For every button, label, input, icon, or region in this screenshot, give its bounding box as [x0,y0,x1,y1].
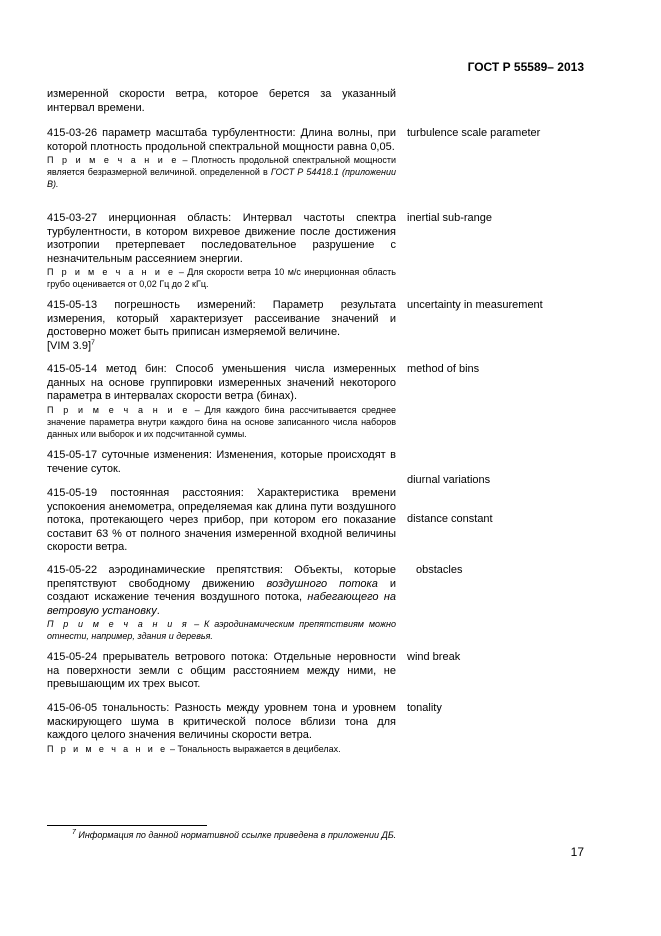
term-entry-415-06-05 [47,702,396,755]
note-label: П р и м е ч а н и я [47,619,190,629]
term-english-turbulence-scale-parameter: turbulence scale parameter [407,127,541,139]
term-english-inertial-sub-range: inertial sub-range [407,212,492,224]
note-label: П р и м е ч а н и е [47,743,168,754]
continuation-text: измеренной скорости ветра, которое берется за указанный интервал времени. [47,88,396,114]
term-english-tonality: tonality [407,702,442,714]
definition-term-link: воздушного потока [266,577,378,590]
term-entry-415-05-17 [47,449,396,476]
term-entry-415-05-14 [47,363,396,440]
term-definition [47,564,396,618]
term-english-method-of-bins: method of bins [407,363,480,375]
term-reference [47,340,396,354]
term-entry-415-05-22 [47,564,396,642]
note-text: – Плотность продольной спектральной мощности является безразмерной величиной. определенной в [47,155,396,177]
note-reference: ГОСТ Р 54418.1 (приложении В). [47,167,396,189]
definition-text: 415-05-22 аэродинамические препятствия: Объекты, которые препятствуют свободному движению [47,564,396,590]
term-entry-415-03-26 [47,127,396,190]
term-entry-415-05-13 [47,299,396,353]
note-label: П р и м е ч а н и е [47,404,190,415]
term-definition: 415-05-17 суточные изменения: Изменения, которые происходят в течение суток. [47,449,396,475]
term-english-wind-break: wind break [407,651,461,663]
definition-text: и создают искажение течения воздушного потока, [47,577,397,603]
term-english-uncertainty-in-measurement: uncertainty in measurement [407,299,543,311]
term-definition: 415-05-24 прерыватель ветрового потока: Отдельные неровности на поверхности земли с общим расстоянием между ними, не превышающим их трех высот. [47,651,396,690]
footnote-number: 7 [72,829,76,836]
reference-text: [VIM 3.9] [47,339,92,352]
note-label: П р и м е ч а н и е [47,155,179,165]
footnote-text: Информация по данной нормативной ссылке приведена в приложении ДБ. [75,830,397,840]
note-label: П р и м е ч а н и е [47,267,176,277]
term-entry-415-03-27 [47,212,396,290]
term-note [47,154,396,190]
term-english-obstacles: obstacles [416,564,463,576]
term-definition: 415-05-14 метод бин: Способ уменьшения числа измеренных данных на основе группировки измеренных значений некоторого параметра в интервалах скорости ветра (бинах). [47,363,396,402]
term-definition: 415-03-27 инерционная область: Интервал частоты спектра турбулентности, в котором вихревое движение после достижения изотропии претерпевает последовательное разрушение с незначительным рассеянием энергии. [47,212,396,265]
term-entry-415-05-24 [47,651,396,692]
term-entry-415-05-19 [47,487,396,555]
term-definition: 415-05-13 погрешность измерений: Параметр результата измерения, который характеризует рассеивание значений и достоверно может быть приписан измеряемой величине. [47,299,396,338]
page-number: 17 [570,845,584,859]
note-text: – Для скорости ветра 10 м/с инерционная область грубо оценивается от 0,02 Гц до 2 кГц. [47,267,396,289]
term-english-distance-constant: distance constant [407,513,493,525]
term-english-diurnal-variations: diurnal variations [407,474,491,486]
note-text: – Для каждого бина рассчитывается среднее значение параметра внутри каждого бина на основе записанного числа наборов данных или выборок и их подсчитанной суммы. [47,404,396,439]
note-text: – Тональность выражается в децибелах. [167,743,341,754]
term-note [47,404,396,440]
note-text: – К аэродинамическим препятствиям можно отнести, например, здания и деревья. [47,619,396,641]
term-note [47,743,396,755]
footnote-marker: 7 [91,338,95,346]
term-note [47,266,396,290]
footnote [72,830,396,840]
document-id: ГОСТ Р 55589– 2013 [467,60,584,74]
term-note [47,618,396,642]
term-definition: 415-05-19 постоянная расстояния: Характеристика времени успокоения анемометра, определяемая как длина пути воздушного потока, протекающего через прибор, при котором его показание составит 63 % от полного значения измеренной входной величины скорости ветра. [47,487,396,553]
term-definition: 415-06-05 тональность: Разность между уровнем тона и уровнем маскирующего шума в критической полосе вблизи тона для каждого целого значения величины скорости ветра. [47,702,396,741]
footnote-separator [47,825,207,826]
term-definition: 415-03-26 параметр масштаба турбулентности: Длина волны, при которой плотность продольной спектральной мощности равна 0,05. [47,127,396,153]
definition-text: . [156,604,160,617]
definition-term-link: набегающего на ветровую установку [47,591,396,617]
